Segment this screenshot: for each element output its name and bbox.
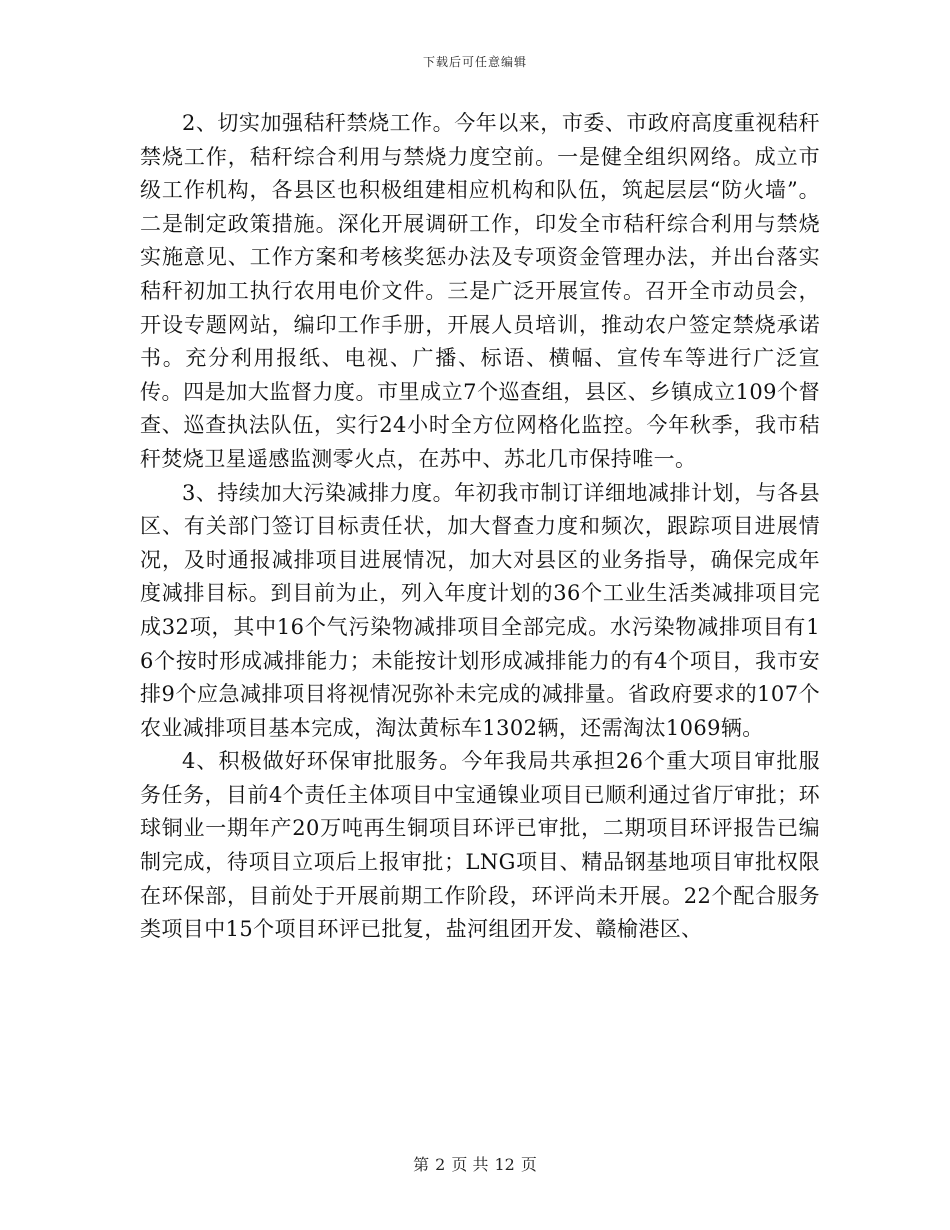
document-body	[140, 107, 820, 947]
footer-suffix: 页	[520, 1155, 537, 1174]
page-header-note: 下载后可任意编辑	[422, 55, 527, 69]
page-footer	[0, 1154, 950, 1176]
paragraph-emission-reduction: 3、持续加大污染减排力度。年初我市制订详细地减排计划，与各县区、有关部门签订目标责任状，加大督查力度和频次，跟踪项目进展情况，及时通报减排项目进展情况，加大对县区的业务指导，确保完成年度减排目标。到目前为止，列入年度计划的36个工业生活类减排项目完成32项，其中16个气污染物减排项目全部完成。水污染物减排项目有16个按时形成减排能力；未能按计划形成减排能力的有4个项目，我市安排9个应急减排项目将视情况弥补未完成的减排量。省政府要求的107个农业减排项目基本完成，淘汰黄标车1302辆，还需淘汰1069辆。	[140, 480, 820, 740]
paragraph-straw-burning: 2、切实加强秸秆禁烧工作。今年以来，市委、市政府高度重视秸秆禁烧工作，秸秆综合利用与禁烧力度空前。一是健全组织网络。成立市级工作机构，各县区也积极组建相应机构和队伍，筑起层层“防火墙”。二是制定政策措施。深化开展调研工作，印发全市秸秆综合利用与禁烧实施意见、工作方案和考核奖惩办法及专项资金管理办法，并出台落实秸秆初加工执行农用电价文件。三是广泛开展宣传。召开全市动员会，开设专题网站，编印工作手册，开展人员培训，推动农户签定禁烧承诺书。充分利用报纸、电视、广播、标语、横幅、宣传车等进行广泛宣传。四是加大监督力度。市里成立7个巡查组，县区、乡镇成立109个督查、巡查执法队伍，实行24小时全方位网格化监控。今年秋季，我市秸秆焚烧卫星遥感监测零火点，在苏中、苏北几市保持唯一。	[140, 111, 820, 471]
footer-middle: 页 共	[451, 1155, 489, 1174]
footer-prefix: 第	[413, 1155, 430, 1174]
footer-current-page: 2	[435, 1155, 446, 1174]
footer-total-pages: 12	[494, 1155, 515, 1174]
paragraph-approval-service: 4、积极做好环保审批服务。今年我局共承担26个重大项目审批服务任务，目前4个责任主体项目中宝通镍业项目已顺利通过省厅审批；环球铜业一期年产20万吨再生铜项目环评已审批，二期项目环评报告已编制完成，待项目立项后上报审批；LNG项目、精品钢基地项目审批权限在环保部，目前处于开展前期工作阶段，环评尚未开展。22个配合服务类项目中15个项目环评已批复，盐河组团开发、赣榆港区、	[140, 749, 820, 942]
